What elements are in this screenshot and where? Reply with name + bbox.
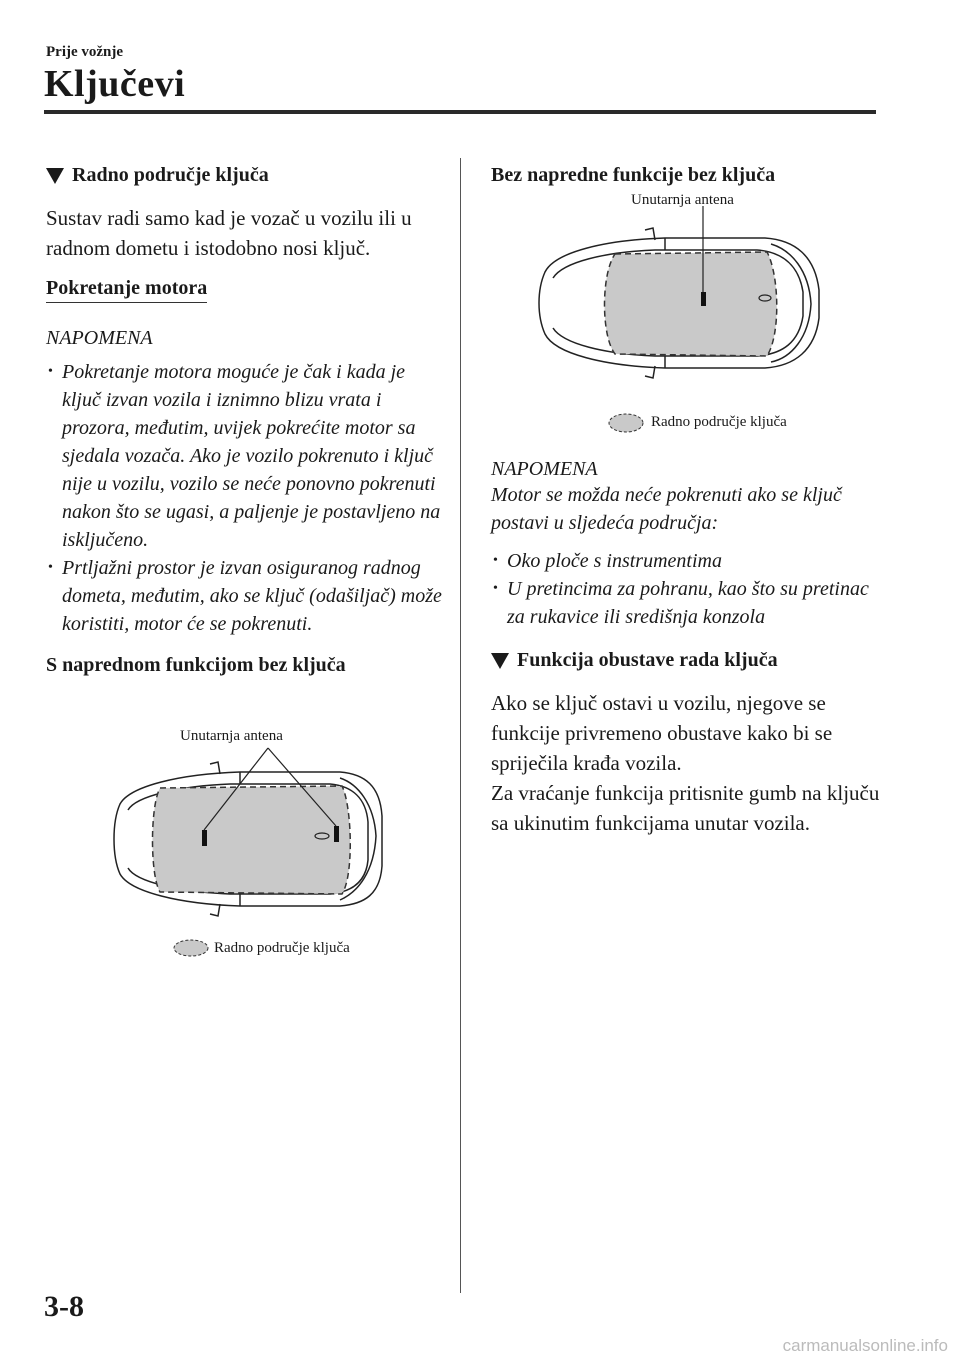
antenna-label: Unutarnja antena	[631, 192, 734, 208]
note-label: NAPOMENA	[491, 458, 598, 480]
zone-label: Radno područje ključa	[651, 414, 787, 430]
antenna-label: Unutarnja antena	[180, 728, 283, 744]
suspend-paragraph-2: Za vraćanje funkcija pritisnite gumb na ključu sa ukinutim funkcijama unutar vozila.	[491, 781, 880, 835]
note-label: NAPOMENA	[46, 327, 153, 349]
page-number: 3-8	[44, 1290, 84, 1323]
page-title: Ključevi	[44, 63, 186, 105]
note-item: • Pokretanje motora moguće je čak i kada je ključ izvan vozila i iznimno blizu vrata i prozora, međutim, uvijek pokrećite motor sa sjedala vozača. Ako je vozilo pokrenuto i ključ nije u vozilu, vozilo se neće ponovno pokrenuti nakon što se ugasi, a paljenje je postavljeno na isključeno.	[46, 358, 446, 554]
right-column	[491, 164, 891, 187]
zone-legend-icon	[172, 938, 210, 958]
intro-paragraph: Sustav radi samo kad je vozač u vozilu ili u radnom dometu i istodobno nosi ključ.	[46, 206, 412, 260]
watermark: carmanualsonline.info	[782, 1336, 948, 1355]
note-item: • U pretincima za pohranu, kao što su pretinac za rukavice ili središnja konzola	[491, 575, 891, 631]
figure-title-standard: Bez napredne funkcije bez ključa	[491, 164, 776, 186]
zone-label: Radno područje ključa	[214, 940, 350, 956]
triangle-marker-icon	[491, 653, 509, 669]
right-column-notes	[491, 458, 891, 838]
suspend-paragraph: Ako se ključ ostavi u vozilu, njegove se funkcije privremeno obustave kako bi se spriječila krađa vozila.	[491, 691, 833, 775]
car-diagram-standard	[535, 190, 845, 440]
figure-title-advanced: S naprednom funkcijom bez ključa	[46, 654, 346, 676]
section-heading	[491, 649, 891, 672]
breadcrumb: Prije vožnje	[46, 44, 124, 60]
section-heading-text: Radno područje ključa	[72, 164, 269, 186]
note-list	[46, 358, 446, 638]
section-heading-text: Funkcija obustave rada ključa	[517, 649, 778, 671]
car-diagram-advanced	[90, 726, 420, 966]
title-rule	[44, 110, 876, 114]
note-item: • Prtljažni prostor je izvan osiguranog radnog dometa, međutim, ako se ključ (odašiljač) može koristiti, motor će se pokrenuti.	[46, 554, 446, 638]
triangle-marker-icon	[46, 168, 64, 184]
note-text: Motor se možda neće pokrenuti ako se ključ postavi u sljedeća područja:	[491, 484, 842, 534]
engine-start-subheading: Pokretanje motora	[46, 277, 207, 303]
note-item: • Oko ploče s instrumentima	[491, 547, 891, 575]
zone-legend-icon	[607, 412, 645, 434]
left-column	[46, 164, 446, 677]
note-list	[491, 547, 891, 631]
column-divider	[460, 158, 461, 1293]
car-topview-icon	[90, 726, 420, 966]
section-heading	[46, 164, 446, 187]
car-topview-icon	[535, 190, 845, 440]
